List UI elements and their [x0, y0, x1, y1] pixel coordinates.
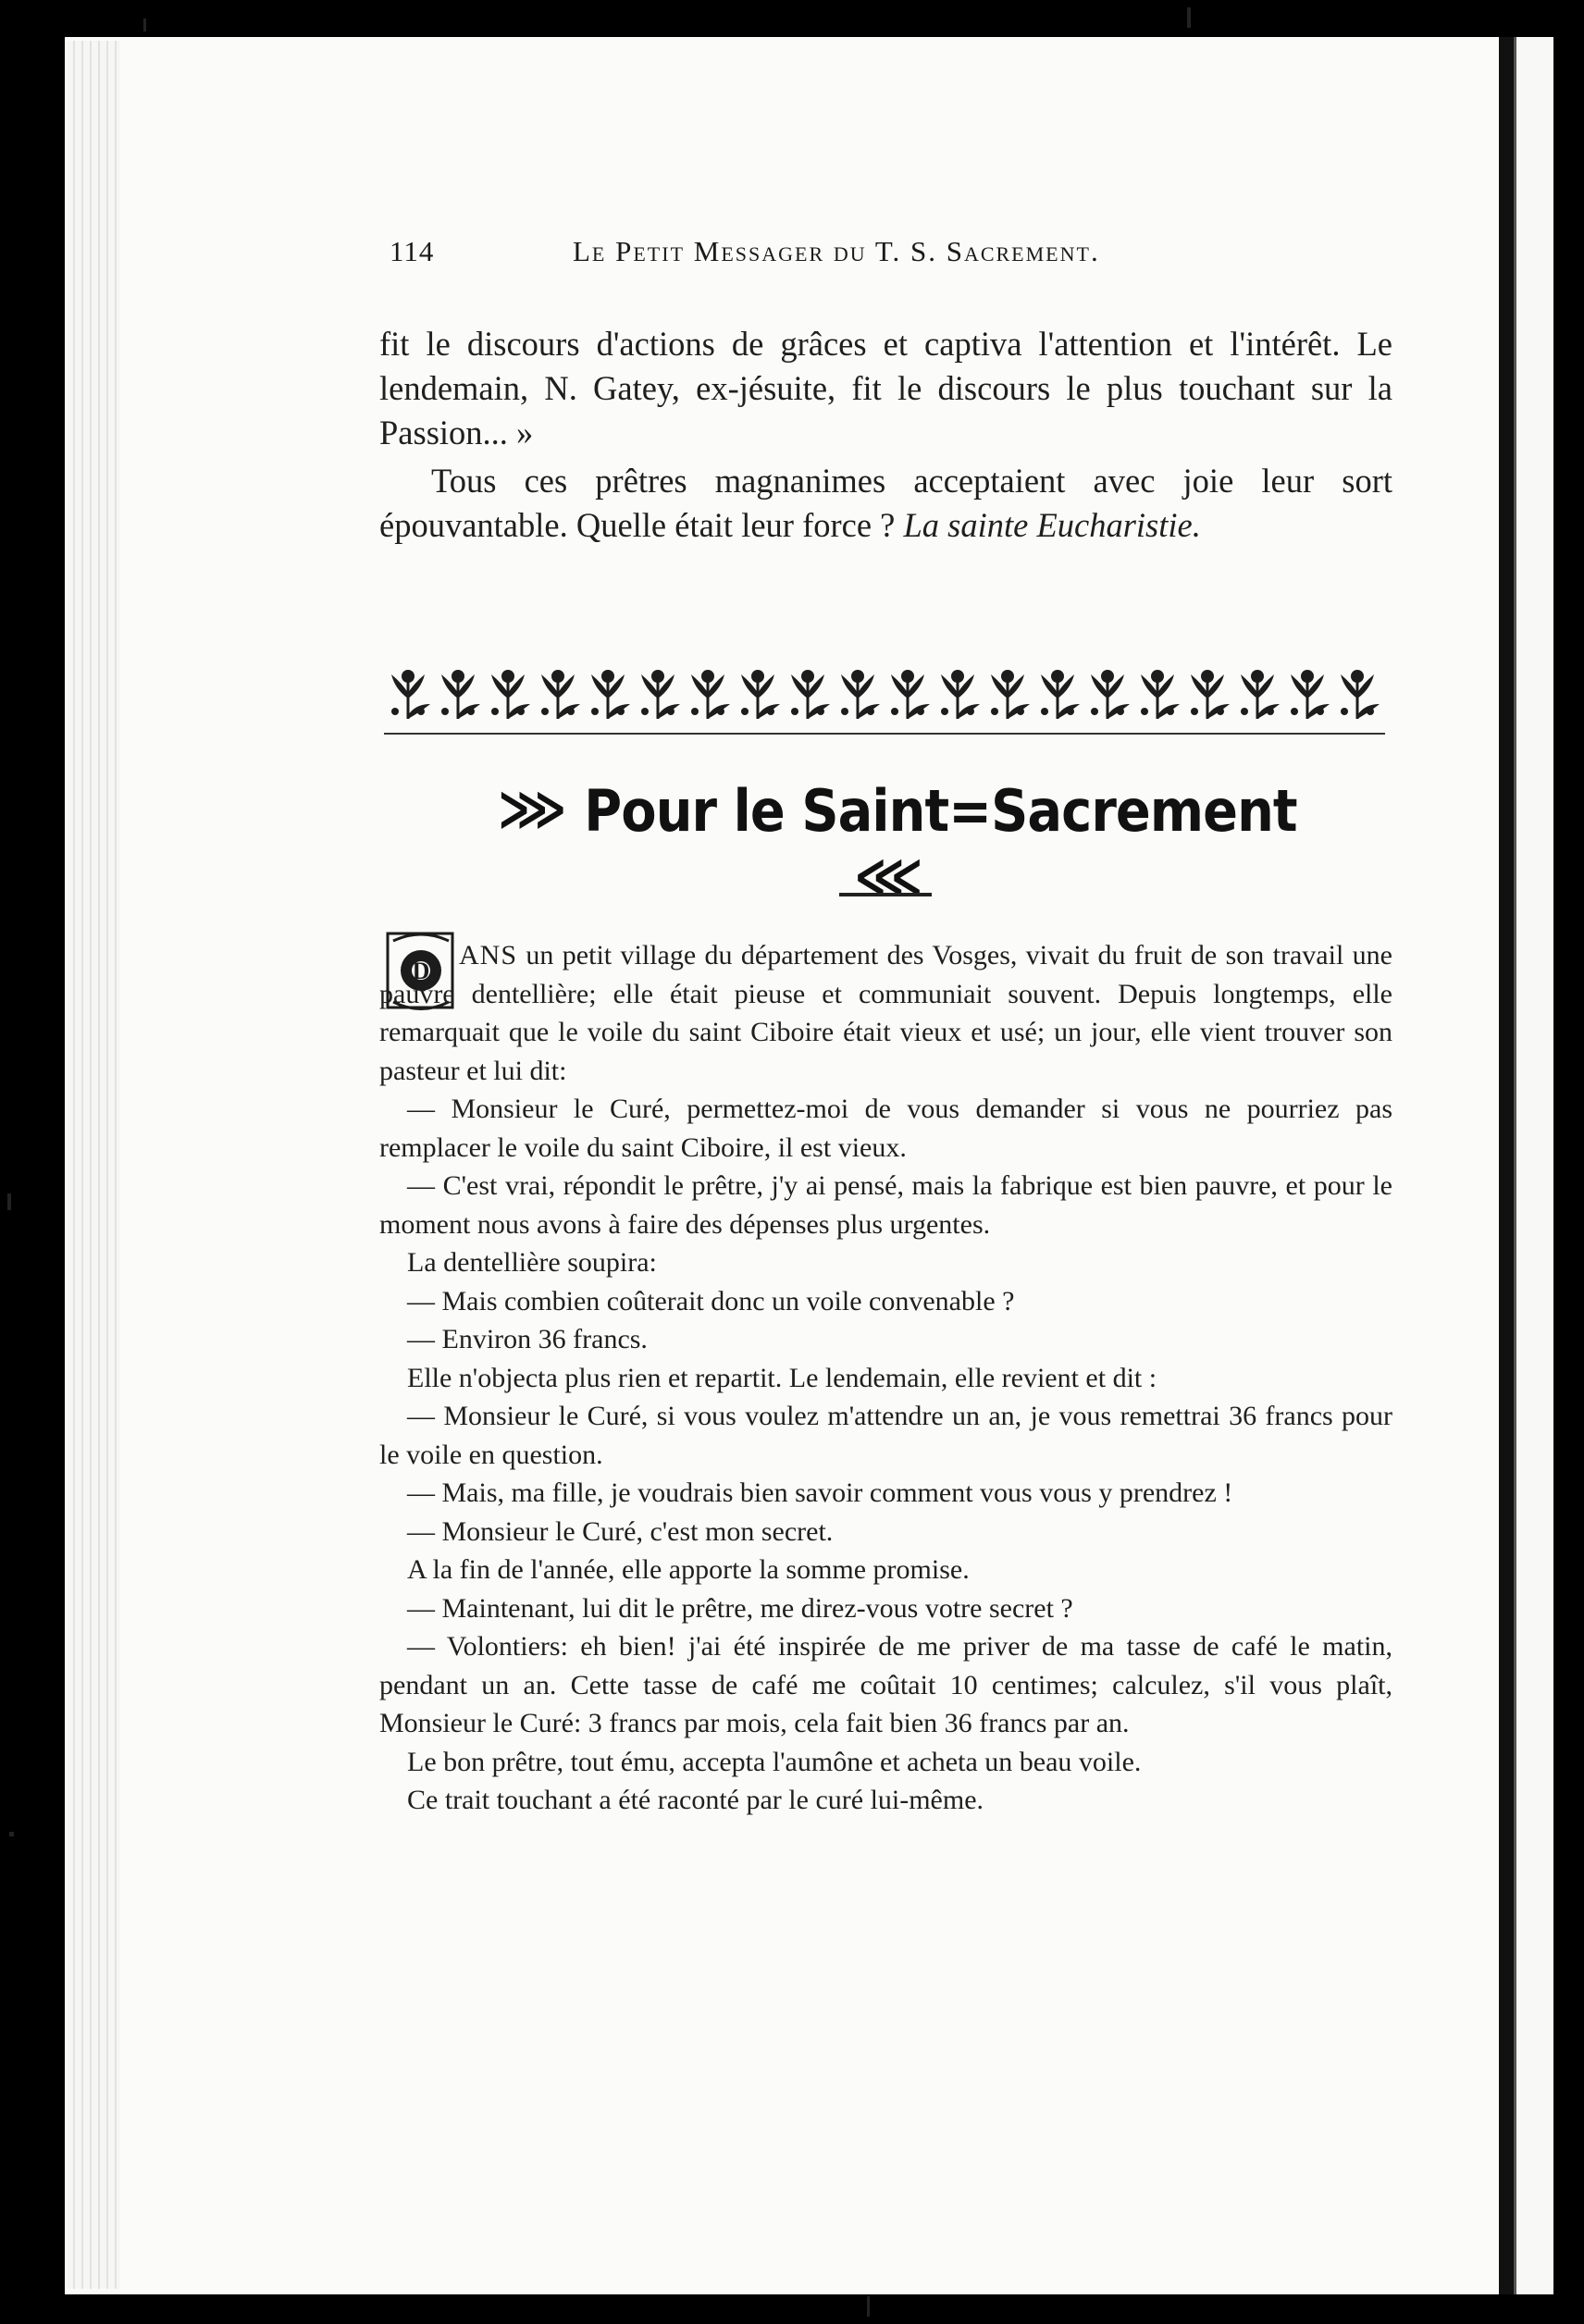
scan-speck: [867, 2296, 870, 2317]
article-paragraph: — C'est vrai, répondit le prêtre, j'y ai pensé, mais la fabrique est bien pauvre, et pour le moment nous avons à faire des dépenses plus urgentes.: [379, 1170, 1392, 1240]
article-body: [379, 936, 1392, 1820]
left-pointing-feather-arrow-icon: ⋘: [854, 845, 922, 908]
scan-speck: [7, 1193, 11, 1210]
floral-ornament-band-icon: [384, 661, 1383, 726]
ornament-motif: [1341, 670, 1380, 719]
article-paragraph: — Monsieur le Curé, permettez-moi de vous demander si vous ne pourriez pas remplacer le voile du saint Ciboire, il est vieux.: [379, 1094, 1392, 1163]
continuation-text: [379, 322, 1392, 548]
ornament-motif: [991, 670, 1030, 719]
scan-speck: [9, 1832, 14, 1836]
paragraph-text: un petit village du département des Vosges, vivait du fruit de son travail une pauvre dentellière; elle était pieuse et communiait souvent. Depuis longtemps, elle remarquait que le voile du saint Ciboire était vieux et usé; un jour, elle vient trouver son pasteur et lui dit:: [379, 940, 1392, 1086]
ornament-rule: [384, 733, 1385, 735]
article-paragraph: Ce trait touchant a été raconté par le curé lui-même.: [407, 1785, 984, 1815]
ornament-motif: [841, 670, 880, 719]
ornament-motif: [1291, 670, 1330, 719]
ornament-motif: [941, 670, 980, 719]
ornament-motif: [891, 670, 930, 719]
scan-speck: [143, 19, 146, 31]
ornament-motif: [691, 670, 730, 719]
page-number: 114: [390, 235, 435, 267]
article-paragraph: — Volontiers: eh bien! j'ai été inspirée de me priver de ma tasse de café le matin, pendant un an. Cette tasse de café me coûtait 10 centimes; calculez, s'il vous plaît, Monsieur le Curé: 3 francs par mois, cela fait bien 36 francs par an.: [379, 1631, 1392, 1738]
running-header: [390, 231, 1259, 278]
article-paragraph: — Maintenant, lui dit le prêtre, me direz-vous votre secret ?: [407, 1592, 1073, 1624]
ornament-motif: [591, 670, 630, 719]
scan-speck: [1187, 7, 1191, 28]
article-paragraph: Le bon prêtre, tout ému, accepta l'aumône et acheta un beau voile.: [407, 1746, 1142, 1777]
article-paragraph: — Mais, ma fille, je voudrais bien savoir comment vous vous y prendrez !: [407, 1477, 1233, 1508]
closing-paragraph-text: Tous ces prêtres magnanimes acceptaient avec joie leur sort épouvantable. Quelle était leur force ?: [379, 462, 1392, 544]
binding-shadow: [1499, 37, 1514, 2294]
right-page-edge: [1514, 37, 1553, 2294]
continuation-paragraph: fit le discours d'actions de grâces et captiva l'attention et l'intérêt. Le lendemain, N. Gatey, ex-jésuite, fit le discours le plus touchant sur la Passion... »: [379, 325, 1392, 451]
ornament-motif: [441, 670, 480, 719]
article-paragraph: Elle n'objecta plus rien et repartit. Le lendemain, elle revient et dit :: [407, 1362, 1157, 1393]
ornament-motif: [491, 670, 530, 719]
ornament-motif: [741, 670, 780, 719]
title-rule: [839, 893, 932, 896]
ornament-motif: [1191, 670, 1230, 719]
ornament-motif: [391, 670, 430, 719]
article-paragraph: A la fin de l'année, elle apporte la somme promise.: [407, 1554, 970, 1585]
closing-paragraph: [379, 459, 1392, 548]
ornament-motif: [1041, 670, 1080, 719]
article-paragraph: — Monsieur le Curé, c'est mon secret.: [407, 1515, 834, 1547]
article-paragraph: — Monsieur le Curé, si vous voulez m'attendre un an, je vous remettrai 36 francs pour le voile en question.: [379, 1401, 1392, 1470]
page-stack-edge: [67, 41, 120, 2289]
article-title-text: Pour le Saint=Sacrement: [584, 777, 1297, 845]
ornament-motif: [541, 670, 580, 719]
drop-cap-letter: D: [412, 958, 430, 984]
article-paragraph: [379, 936, 1392, 1090]
article-paragraph: — Mais combien coûterait donc un voile convenable ?: [407, 1285, 1015, 1317]
right-pointing-feather-arrow-icon: ⋙: [498, 777, 566, 840]
first-word: ANS: [459, 940, 518, 970]
ornament-motif: [1141, 670, 1180, 719]
article-paragraph: — Environ 36 francs.: [407, 1324, 648, 1354]
closing-paragraph-italic: La sainte Eucharistie.: [903, 506, 1201, 544]
ornament-motif: [1091, 670, 1130, 719]
ornament-motif: [1241, 670, 1280, 719]
article-paragraph: La dentellière soupira:: [407, 1247, 657, 1278]
ornament-motif: [641, 670, 680, 719]
article-title: [468, 777, 1309, 908]
ornament-motif: [791, 670, 830, 719]
running-title: Le Petit Messager du T. S. Sacrement.: [573, 235, 1100, 267]
